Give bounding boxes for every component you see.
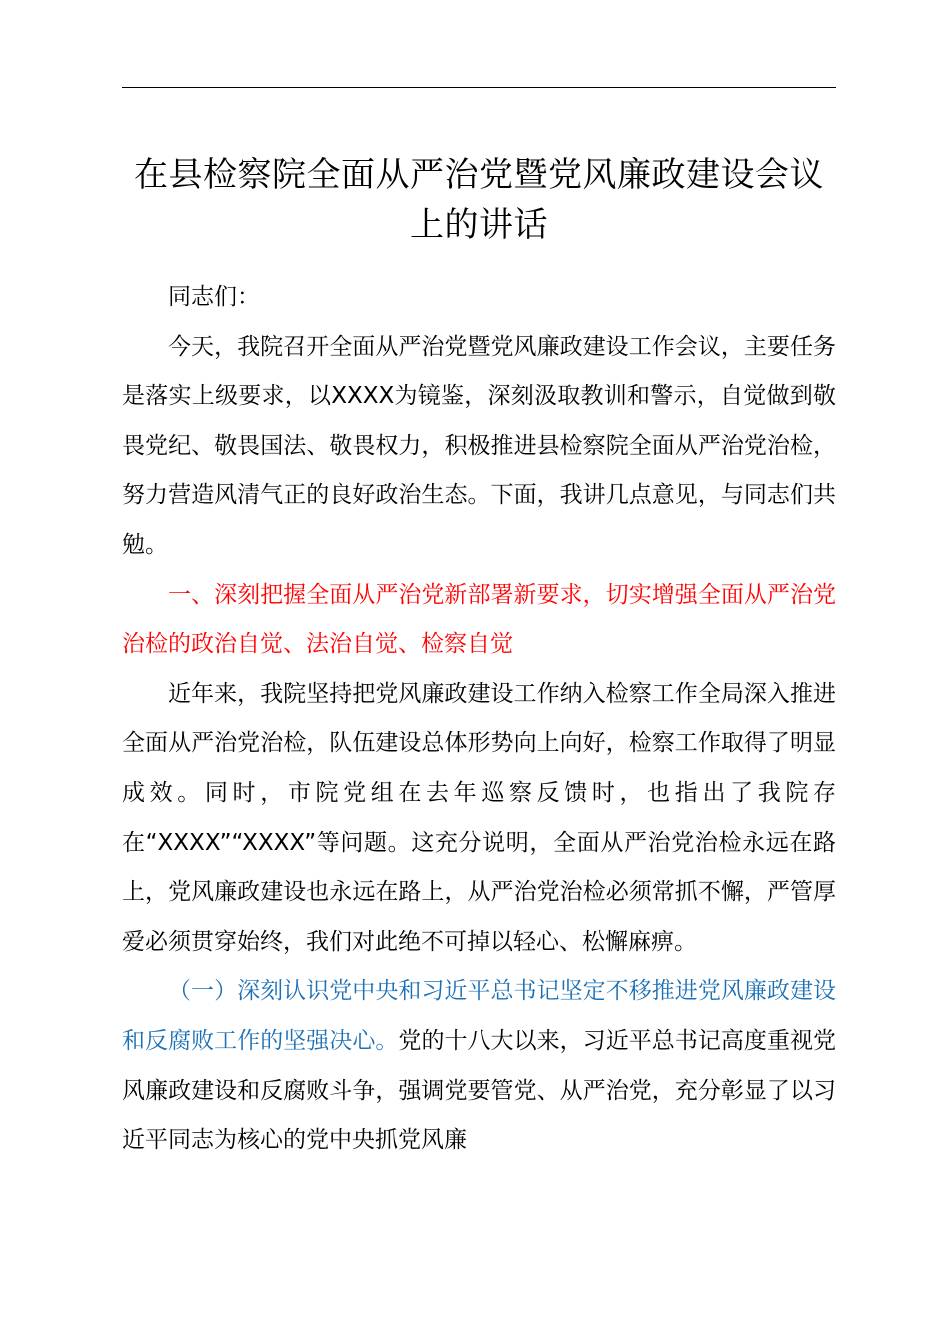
paragraph-subsection-1 <box>122 967 836 1165</box>
paragraph-section-1: 近年来，我院坚持把党风廉政建设工作纳入检察工作全局深入推进全面从严治党治检，队伍建设总体形势向上向好，检察工作取得了明显成效。同时，市院党组在去年巡察反馈时，也指出了我院存在“XXXX”“XXXX”等问题。这充分说明，全面从严治党治检永远在路上，党风廉政建设也永远在路上，从严治党治检必须常抓不懈，严管厚爱必须贯穿始终，我们对此绝不可掉以轻心、松懈麻痹。 <box>122 680 836 955</box>
greeting: 同志们： <box>168 284 260 310</box>
subsection-heading-1: （一）深刻认识党中央和习近平总书记坚定不移推进党风廉政建设和反腐败工作的坚强决心。 <box>122 978 836 1054</box>
paragraph-intro: 今天，我院召开全面从严治党暨党风廉政建设工作会议，主要任务是落实上级要求，以XXXX为镜鉴，深刻汲取教训和警示，自觉做到敬畏党纪、敬畏国法、敬畏权力，积极推进县检察院全面从严治党治检，努力营造风清气正的良好政治生态。下面，我讲几点意见，与同志们共勉。 <box>122 333 836 558</box>
document-title: 在县检察院全面从严治党暨党风廉政建设会议上的讲话 <box>134 155 824 245</box>
header-rule <box>122 87 836 88</box>
section-heading-1: 一、深刻把握全面从严治党新部署新要求，切实增强全面从严治党治检的政治自觉、法治自觉、检察自觉 <box>122 581 836 658</box>
subsection-text-1: 党的十八大以来，习近平总书记高度重视党风廉政建设和反腐败斗争，强调党要管党、从严治党，充分彰显了以习近平同志为核心的党中央抓党风廉 <box>122 1027 837 1154</box>
document-body <box>122 273 836 1166</box>
